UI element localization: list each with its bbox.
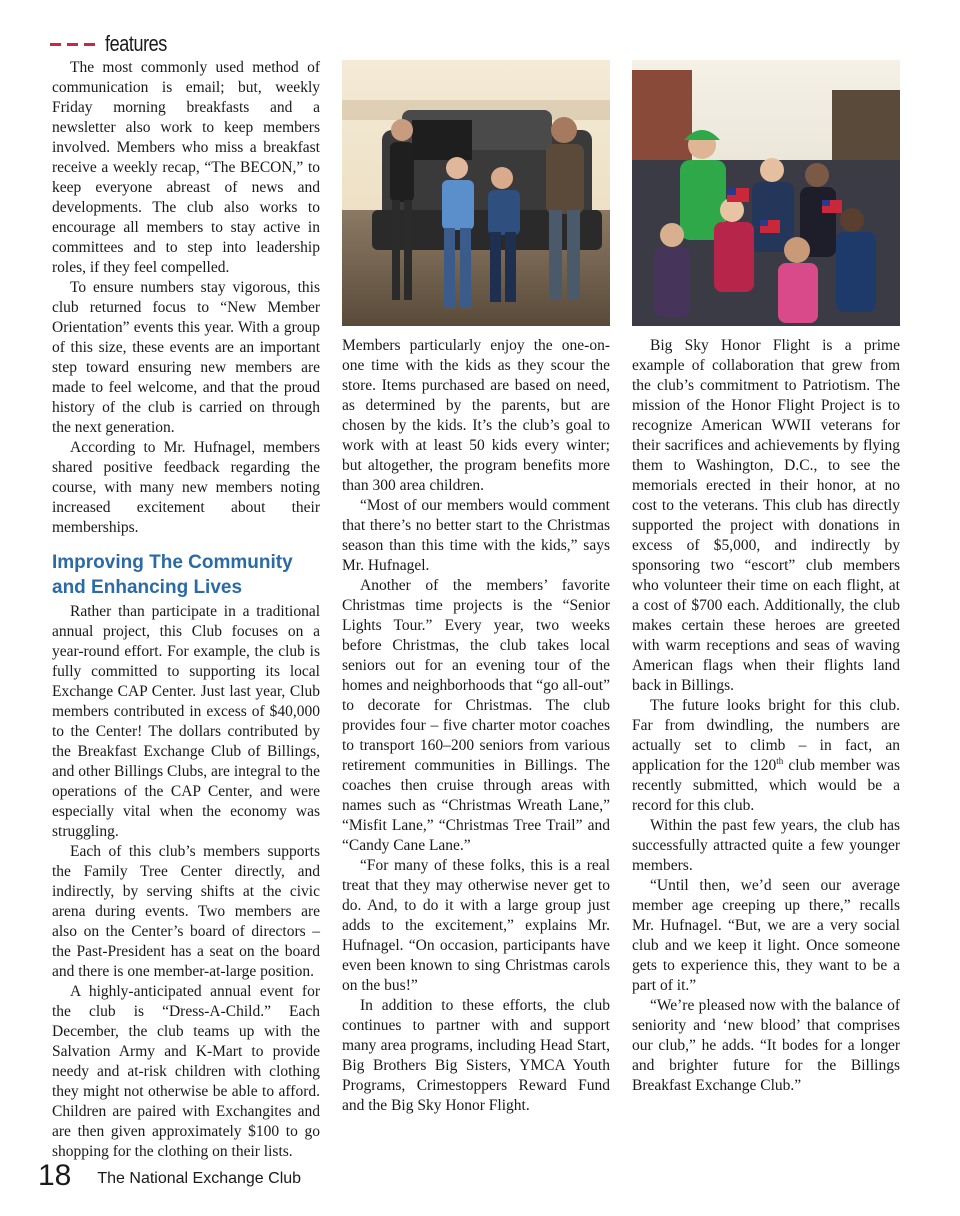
paragraph: Within the past few years, the club has successfully attracted quite a few younger members. [632,817,900,874]
text-span: club member was recently submitted, which would be a record for this club. [632,757,900,814]
article-column-2 [342,336,610,1116]
page-footer [38,1158,301,1194]
paragraph: “We’re pleased now with the balance of seniority and ‘new blood’ that comprises our club,” he adds. “It bodes for a longer and brighter future for the Billings Breakfast Exchange Club.” [632,997,900,1094]
text-span: The future looks bright for this club. Far from dwindling, the numbers are actually set to climb – in fact, an application for the 120 [632,697,900,774]
accent-dashes [50,43,95,46]
paragraph: “Until then, we’d seen our average member age creeping up there,” recalls Mr. Hufnagel. “But, we are a very social club and we keep it light. Once someone gets to experience this, they want to be a part of it.” [632,877,900,994]
publication-name: The National Exchange Club [97,1170,302,1187]
members-truck-photo [342,60,610,326]
paragraph: Another of the members’ favorite Christmas time projects is the “Senior Lights Tour.” Every year, two weeks before Christmas, the club takes local seniors out for an evening tour of the homes and neighborhoods that “go all-out” to decorate for Christmas. The club provides four – five charter motor coaches to transport 160–200 seniors from various retirement communities in Billings. The coaches then cruise through areas with names such as “Christmas Wreath Lane,” “Misfit Lane,” “Christmas Tree Trail” and “Candy Cane Lane.” [342,577,610,854]
paragraph: Members particularly enjoy the one-on-one time with the kids as they scour the store. Items purchased are based on need, as determined by the parents, but are chosen by the kids. It’s the club’s goal to work with at least 50 kids every winter; but altogether, the program benefits more than 300 area children. [342,337,610,494]
section-subhead: Improving The Community and Enhancing Lives [52,552,293,598]
paragraph [632,696,900,816]
paragraph: In addition to these efforts, the club continues to partner with and support many area programs, including Head Start, Big Brothers Big Sisters, YMCA Youth Programs, Crimestoppers Reward Fund and the Big Sky Honor Flight. [342,997,610,1114]
section-header [50,30,181,58]
paragraph: Rather than participate in a traditional annual project, this Club focuses on a year-round effort. For example, the club is fully committed to supporting its local Exchange CAP Center. Just last year, Club members contributed in excess of $40,000 to the Center! The dollars contributed by the Breakfast Exchange Club of Billings, and other Billings Clubs, are integral to the operations of the CAP Center, and were especially vital when the economy was struggling. [52,603,320,840]
paragraph: “For many of these folks, this is a real treat that they may otherwise never get to do. And, to do it with a large group just adds to the excitement,” explains Mr. Hufnagel. “On occasion, participants have even been known to sing Christmas carols on the bus!” [342,857,610,994]
paragraph: Big Sky Honor Flight is a prime example of collaboration that grew from the club’s commitment to Patriotism. The mission of the Honor Flight Project is to recognize American WWII veterans for their sacrifices and achievements by flying them to Washington, D.C., to see the memorials erected in their honor, at no cost to the veterans. This club has directly supported the project with donations in excess of $5,000, and indirectly by sponsoring two “escort” club members who volunteer their time on each flight, at a cost of $700 each. Additionally, the club makes certain these heroes are greeted with warm receptions and seas of waving American flags when their flights land back in Billings. [632,337,900,694]
article-column-3 [632,336,900,1096]
superscript: th [776,755,784,766]
paragraph: According to Mr. Hufnagel, members shared positive feedback regarding the course, with many new members noting increased excitement about their memberships. [52,439,320,536]
paragraph: Each of this club’s members supports the Family Tree Center directly, and indirectly, by serving shifts at the civic arena during events. Two members are also on the Center’s board of directors – the Past-President has a seat on the board and there is one member-at-large position. [52,843,320,980]
paragraph: “Most of our members would comment that there’s no better start to the Christmas season than this time with the kids,” says Mr. Hufnagel. [342,497,610,574]
section-label: features [105,31,167,56]
paragraph: The most commonly used method of communication is email; but, weekly Friday morning breakfasts and a newsletter also work to keep members involved. Members who miss a breakfast receive a weekly recap, “The BECON,” to keep everyone abreast of news and developments. The club also works to encourage all members to stay active in committees and to step into leadership roles, if they feel compelled. [52,59,320,276]
honor-flight-crowd-photo [632,60,900,326]
paragraph: To ensure numbers stay vigorous, this club returned focus to “New Member Orientation” events this year. With a group of this size, these events are an important step toward ensuring new members are made to feel welcome, and that the proud history of the club is carried on through the next generation. [52,279,320,436]
page-number: 18 [38,1159,72,1192]
paragraph: A highly-anticipated annual event for the club is “Dress-A-Child.” Each December, the club teams up with the Salvation Army and K-Mart to provide needy and at-risk children with clothing they might not otherwise be able to afford. Children are paired with Exchangites and are then given approximately $100 to go shopping for the clothing on their lists. [52,983,320,1160]
article-column-1 [52,58,320,1162]
